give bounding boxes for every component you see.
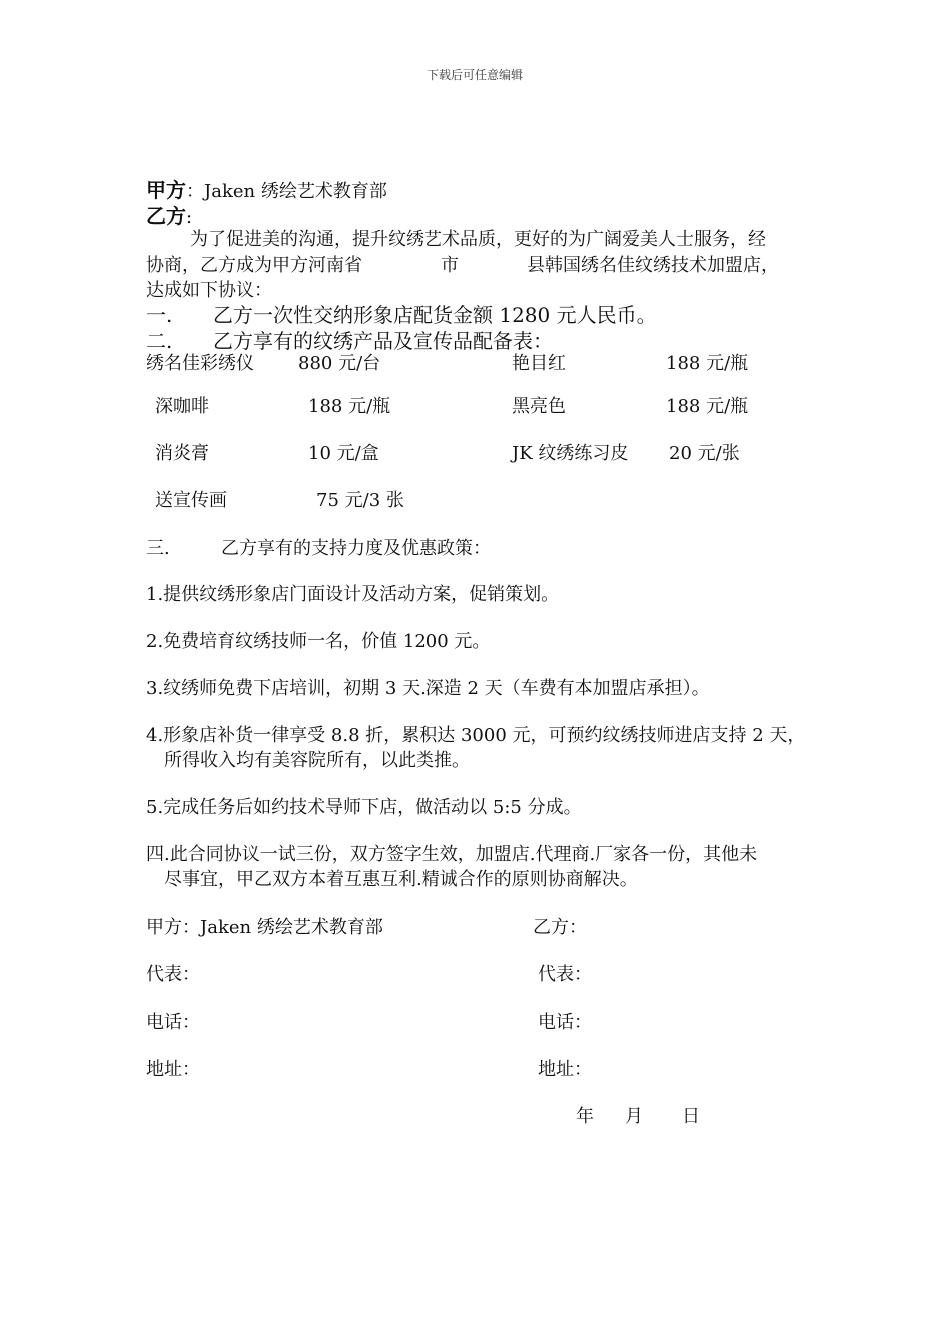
- product-name: JK 纹绣练习皮: [512, 443, 629, 464]
- intro-line-3: 达成如下协议：: [146, 280, 272, 301]
- policy-item-5: 5.完成任务后如约技术导师下店，做活动以 5:5 分成。: [146, 797, 582, 818]
- intro-line-1: 为了促进美的沟通，提升纹绣艺术品质，更好的为广阔爱美人士服务，经: [190, 229, 766, 250]
- product-price: 188 元/瓶: [308, 396, 391, 417]
- signature-a-representative: 代表：: [146, 964, 200, 985]
- product-price: 880 元/台: [298, 353, 381, 374]
- signature-b-address: 地址：: [538, 1059, 592, 1080]
- product-name: 绣名佳彩绣仪: [146, 353, 254, 374]
- page-header-note: 下载后可任意编辑: [426, 68, 523, 82]
- intro-line-2c: 县韩国绣名佳纹绣技术加盟店，: [527, 255, 779, 276]
- party-b-label: 乙方: [146, 204, 186, 228]
- product-name: 消炎膏: [155, 443, 209, 464]
- product-name: 黑亮色: [512, 396, 566, 417]
- party-a-label: 甲方: [146, 178, 186, 202]
- product-price: 10 元/盒: [308, 443, 379, 464]
- policy-item-4-line-2: 所得收入均有美容院所有，以此类推。: [164, 750, 470, 771]
- date-month: 月: [625, 1106, 643, 1127]
- date-day: 日: [682, 1106, 700, 1127]
- product-name: 艳目红: [512, 353, 566, 374]
- party-a-line: [146, 174, 387, 203]
- product-name: 送宣传画: [155, 490, 227, 511]
- signature-party-a: 甲方：Jaken 绣绘艺术教育部: [146, 917, 383, 938]
- section-1-text: 乙方一次性交纳形象店配货金额 1280 元人民币。: [213, 303, 657, 327]
- section-2-text: 乙方享有的纹绣产品及宣传品配备表：: [213, 329, 553, 353]
- signature-a-address: 地址：: [146, 1059, 200, 1080]
- signature-b-representative: 代表：: [538, 964, 592, 985]
- policy-item-2: 2.免费培育纹绣技师一名，价值 1200 元。: [146, 631, 491, 652]
- policy-item-1: 1.提供纹绣形象店门面设计及活动方案，促销策划。: [146, 584, 560, 605]
- party-b-line: [146, 200, 192, 229]
- section-3-number: 三.: [146, 538, 170, 559]
- section-3-text: 乙方享有的支持力度及优惠政策：: [221, 538, 491, 559]
- intro-line-2b: 市: [441, 255, 459, 276]
- section-1-number: 一.: [146, 303, 173, 327]
- section-4-line-1: 四.此合同协议一试三份，双方签字生效，加盟店.代理商.厂家各一份，其他未: [146, 844, 758, 865]
- product-price: 188 元/瓶: [666, 396, 749, 417]
- product-price: 188 元/瓶: [666, 353, 749, 374]
- product-name: 深咖啡: [155, 396, 209, 417]
- signature-a-phone: 电话：: [146, 1012, 200, 1033]
- party-a-name: ：Jaken 绣绘艺术教育部: [186, 181, 387, 202]
- policy-item-4-line-1: 4.形象店补货一律享受 8.8 折，累积达 3000 元，可预约纹绣技师进店支持 2 天，: [146, 725, 806, 746]
- policy-item-3: 3.纹绣师免费下店培训，初期 3 天.深造 2 天（车费有本加盟店承担）。: [146, 678, 710, 699]
- section-4-line-2: 尽事宜，甲乙双方本着互惠互利.精诚合作的原则协商解决。: [164, 869, 638, 890]
- signature-b-phone: 电话：: [538, 1012, 592, 1033]
- section-2-number: 二.: [146, 329, 173, 353]
- intro-line-2a: 协商，乙方成为甲方河南省: [146, 255, 362, 276]
- party-b-value: :: [186, 207, 193, 228]
- date-year: 年: [576, 1106, 594, 1127]
- product-price: 75 元/3 张: [316, 490, 404, 511]
- product-price: 20 元/张: [669, 443, 740, 464]
- signature-party-b: 乙方：: [533, 917, 587, 938]
